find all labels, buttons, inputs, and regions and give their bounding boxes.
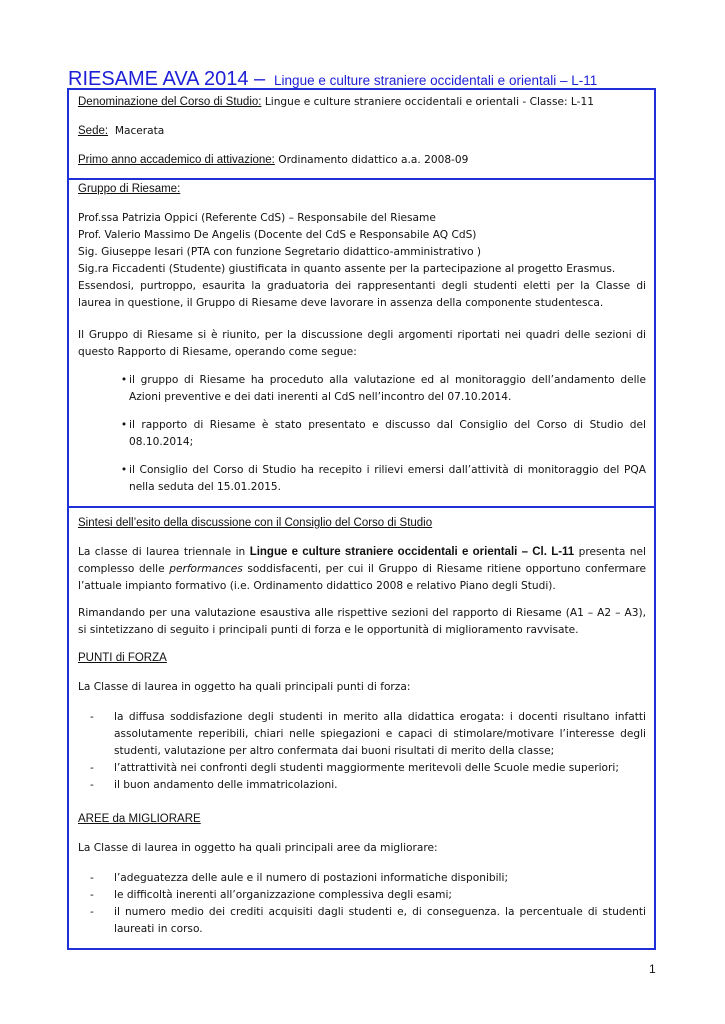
bullet-icon: • [120, 464, 128, 476]
primo-anno-line [78, 152, 646, 169]
dash-icon: - [90, 906, 94, 918]
member-iesari: Sig. Giuseppe Iesari (PTA con funzione Segretario didattico-amministrativo ) [78, 246, 482, 258]
punti-forza-heading: PUNTI di FORZA [78, 652, 167, 664]
primo-anno-label: Primo anno accademico di attivazione: [78, 154, 275, 166]
sintesi-section [69, 506, 654, 948]
sede-line [78, 123, 646, 140]
denominazione-line [78, 94, 646, 111]
aree-item-1: l’adeguatezza delle aule e il numero di postazioni informatiche disponibili; [114, 872, 509, 884]
dash-icon: - [90, 889, 94, 901]
sintesi-heading: Sintesi dell’esito della discussione con il Consiglio del Corso di Studio [78, 517, 433, 529]
primo-anno-value: Ordinamento didattico a.a. 2008-09 [278, 154, 469, 166]
aree-migliorare-heading: AREE da MIGLIORARE [78, 813, 201, 825]
sintesi-paragraph-2: Rimandando per una valutazione esaustiva alle rispettive sezioni del rapporto di Riesame (A1 – A2 – A3), si sintetizzano di seguito i principali punti di forza e le opportunità di miglioramento ravvisate. [78, 607, 646, 636]
denominazione-value: Lingue e culture straniere occidentali e orientali - Classe: L-11 [264, 96, 594, 108]
bullet-icon: • [120, 419, 128, 431]
member-ficcadenti: Sig.ra Ficcadenti (Studente) giustificata in quanto assente per la partecipazione al progetto Erasmus. [78, 263, 616, 275]
sede-value: Macerata [114, 125, 165, 137]
title-subtitle: Lingue e culture straniere occidentali e orientali – L-11 [274, 73, 598, 88]
page-number: 1 [649, 962, 656, 976]
gruppo-riesame-section [69, 178, 654, 508]
report-box [67, 88, 656, 950]
dash-icon: - [90, 872, 94, 884]
dash-icon: - [90, 762, 94, 774]
step-item-3: il Consiglio del Corso di Studio ha recepito i rilievi emersi dall’attività di monitoraggio del PQA nella seduta del 15.01.2015. [129, 464, 646, 493]
sintesi-paragraph-1: La classe di laurea triennale in Lingue e culture straniere occidentali e orientali – Cl. L-11 presenta nel complesso delle performances soddisfacenti, per cui il Gruppo di Riesame ritiene opportuno confermare l’attuale impianto formativo (i.e. Ordinamento didattico 2008 e relativo Piano degli Studi). [78, 546, 646, 592]
gruppo-heading: Gruppo di Riesame: [78, 183, 181, 195]
step-item-2: il rapporto di Riesame è stato presentato e discusso dal Consiglio del Corso di Studio del 08.10.2014; [129, 419, 646, 448]
member-de-angelis: Prof. Valerio Massimo De Angelis (Docente del CdS e Responsabile AQ CdS) [78, 229, 477, 241]
sede-label: Sede: [78, 125, 109, 137]
student-absence-note: Essendosi, purtroppo, esaurita la graduatoria dei rappresentanti degli studenti eletti per la Classe di laurea in questione, il Gruppo di Riesame deve lavorare in assenza della componente studentesca. [78, 280, 646, 309]
dash-icon: - [90, 711, 94, 723]
course-info-section [69, 90, 654, 180]
forza-item-2: l’attrattività nei confronti degli studenti maggiormente meritevoli delle Scuole medie superiori; [114, 762, 619, 774]
dash-icon: - [90, 779, 94, 791]
course-name-bold: Lingue e culture straniere occidentali e orientali – Cl. L-11 [249, 546, 575, 558]
title-main: RIESAME AVA 2014 – [68, 68, 266, 90]
aree-migliorare-intro: La Classe di laurea in oggetto ha quali principali aree da migliorare: [78, 842, 438, 854]
performances-italic: performances [169, 563, 243, 575]
aree-item-2: le difficoltà inerenti all’organizzazione complessiva degli esami; [114, 889, 452, 901]
denominazione-label: Denominazione del Corso di Studio: [78, 96, 262, 108]
bullet-icon: • [120, 374, 128, 386]
member-oppici: Prof.ssa Patrizia Oppici (Referente CdS) – Responsabile del Riesame [78, 212, 436, 224]
forza-item-1: la diffusa soddisfazione degli studenti in merito alla didattica erogata: i docenti risultano infatti assolutamente reperibili, chiari nelle spiegazioni e capaci di stimolare/motivare l’interesse degli studenti, valutazione per altro confermata dai buoni risultati di merito della classe; [114, 711, 646, 757]
meeting-intro: Il Gruppo di Riesame si è riunito, per la discussione degli argomenti riportati nei quadri delle sezioni di questo Rapporto di Riesame, operando come segue: [78, 329, 646, 358]
punti-forza-intro: La Classe di laurea in oggetto ha quali principali punti di forza: [78, 681, 411, 693]
step-item-1: il gruppo di Riesame ha proceduto alla valutazione ed al monitoraggio dell’andamento delle Azioni preventive e dei dati inerenti al CdS nell’incontro del 07.10.2014. [129, 374, 646, 403]
aree-item-3: il numero medio dei crediti acquisiti dagli studenti e, di conseguenza. la percentuale di studenti laureati in corso. [114, 906, 646, 935]
forza-item-3: il buon andamento delle immatricolazioni. [114, 779, 338, 791]
